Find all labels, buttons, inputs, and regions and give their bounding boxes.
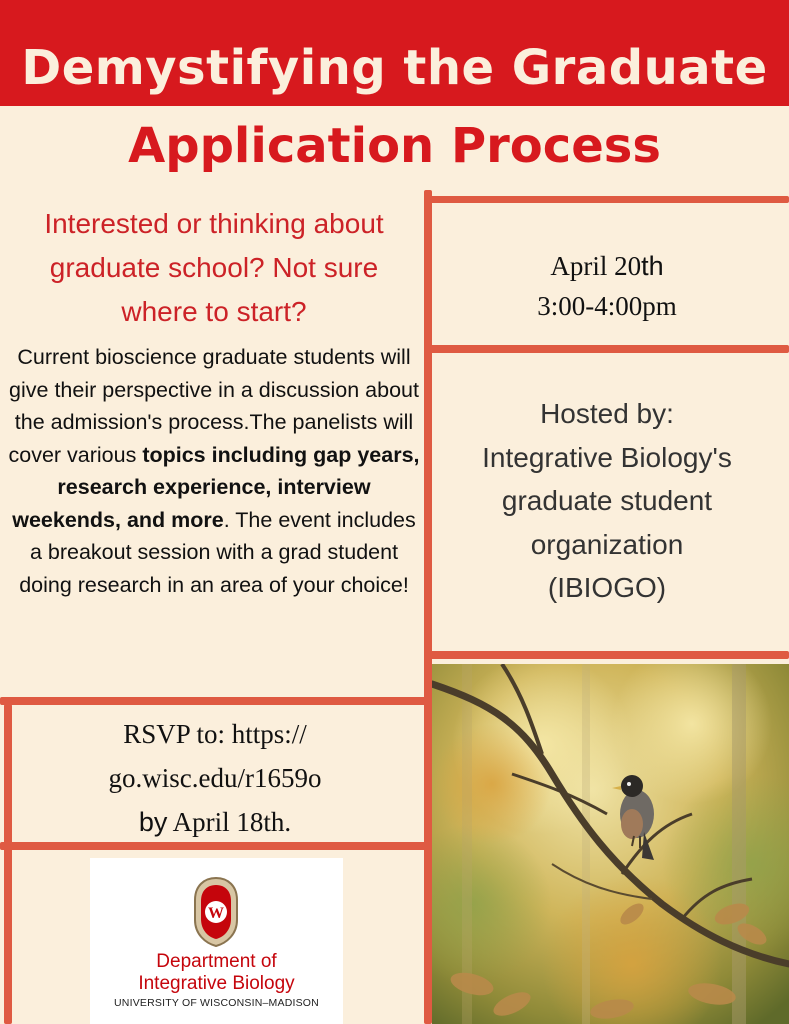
- divider-left-mid: [0, 697, 430, 705]
- event-datetime: [432, 246, 782, 326]
- department-logo: [90, 858, 343, 1024]
- host-line: Hosted by:: [540, 398, 674, 429]
- intro-question: [6, 202, 422, 334]
- divider-right-mid: [430, 345, 789, 353]
- description-text: Current bioscience graduate students will give their perspective in a discussion about the admission's process.The panelists will cover various: [8, 345, 419, 467]
- event-date: April 20th: [550, 251, 664, 281]
- host-line: graduate student: [501, 485, 713, 516]
- host-line: (IBIOGO): [547, 572, 667, 603]
- divider-vertical-left: [424, 190, 432, 1024]
- event-title-line2: Application Process: [128, 118, 661, 174]
- host-info: [432, 392, 782, 610]
- intro-line: where to start?: [121, 296, 307, 327]
- logo-department: Department of: [156, 951, 277, 972]
- bird-photo-illustration: [432, 664, 789, 1024]
- divider-right-top: [430, 196, 789, 203]
- description-topics: topics including gap years, research experience, interview weekends, and more: [12, 442, 420, 532]
- event-title-line1: Demystifying the Graduate: [21, 40, 768, 96]
- rsvp-info: [10, 712, 420, 844]
- bird-on-branch-photo: [432, 664, 789, 1024]
- host-line: Integrative Biology's: [482, 441, 732, 473]
- rsvp-link[interactable]: go.wisc.edu/r1659o: [108, 763, 322, 793]
- event-time: 3:00-4:00pm: [537, 291, 677, 321]
- event-description: [8, 341, 420, 601]
- intro-line: Interested or thinking about: [44, 208, 384, 239]
- rsvp-deadline: by April 18th.: [138, 807, 292, 837]
- uw-crest-icon: [193, 876, 239, 948]
- logo-integrative-biology: Integrative Biology: [138, 973, 295, 994]
- rsvp-line: RSVP to: https://: [123, 719, 307, 749]
- logo-university: UNIVERSITY OF WISCONSIN–MADISON: [114, 997, 319, 1009]
- intro-line: graduate school? Not sure: [49, 252, 379, 283]
- crest-letter: W: [208, 905, 224, 922]
- host-line: organization: [530, 528, 684, 560]
- divider-right-bottom: [430, 651, 789, 659]
- description-text-end: . The event includes a breakout session with a grad student doing research in an area of your choice!: [19, 507, 416, 597]
